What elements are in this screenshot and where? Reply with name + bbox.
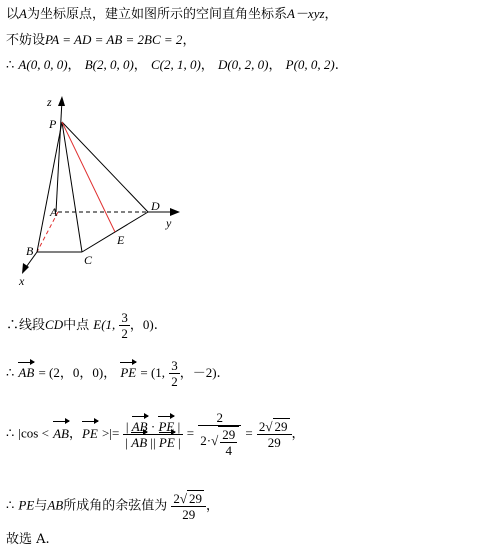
numerator: 2: [198, 410, 241, 426]
radicand: 29: [274, 419, 288, 434]
text: =: [186, 425, 195, 441]
text: |cos <: [18, 425, 49, 441]
numerator: 29: [222, 427, 236, 442]
vector-ab: AB: [53, 424, 69, 444]
equation: PA = AD = AB = 2BC = 2: [45, 32, 183, 47]
text: 不妨设: [6, 33, 46, 48]
punct: .: [216, 366, 221, 381]
label-d: D: [151, 199, 160, 213]
edge-pc: [62, 122, 82, 252]
vector-pe: PE: [158, 434, 175, 450]
punct: ，: [200, 58, 214, 73]
denominator: | AB || PE |: [125, 434, 181, 450]
z-axis: [56, 100, 62, 212]
numerator: 2√ 29: [257, 418, 292, 435]
text: 线段: [19, 318, 46, 333]
therefore-symbol: ∴: [6, 498, 15, 514]
y-arrow: [170, 208, 180, 216]
denominator: 29: [182, 507, 196, 522]
fraction-result: [257, 418, 292, 450]
label-b: B: [26, 244, 34, 258]
denominator: 2: [121, 326, 128, 341]
vector-ab: AB: [131, 418, 148, 434]
vector-ab: AB: [131, 434, 148, 450]
punct: ，: [103, 366, 117, 381]
label-x: x: [19, 274, 25, 288]
coord-p: P(0, 0, 2): [285, 57, 335, 72]
text: = (2，0，0): [38, 365, 104, 380]
coord-d: D(0, 2, 0): [217, 57, 269, 72]
text: 中点: [63, 318, 90, 333]
segment-ab: AB: [47, 497, 64, 513]
radicand: [218, 426, 239, 458]
punct: ，: [206, 498, 220, 514]
vector-ab: AB: [18, 365, 35, 380]
punct: ，: [324, 7, 338, 22]
coord-system: A－xyz: [286, 6, 325, 21]
text: 2: [173, 491, 180, 506]
denominator: 2: [171, 374, 178, 389]
punct: ，: [291, 426, 305, 442]
punct: ，: [268, 58, 282, 73]
line-answer: [6, 532, 50, 548]
point-a: A: [19, 6, 27, 21]
denominator: 2·√ $\frac{29}{4}$: [198, 426, 241, 458]
line-cosine: [6, 410, 305, 458]
coord-c: C(2, 1, 0): [150, 57, 201, 72]
line-origin: [6, 6, 338, 23]
punct: .: [153, 318, 158, 333]
vector-pe: PE: [82, 424, 98, 444]
line-coords: [6, 57, 339, 74]
fraction-result: [171, 490, 206, 522]
label-p: P: [49, 117, 57, 131]
label-y: y: [166, 216, 172, 230]
therefore-symbol: ∴: [6, 318, 20, 333]
fraction-dot-over-norms: [123, 419, 182, 450]
pyramid-diagram: [18, 92, 188, 292]
fraction-value: [198, 410, 241, 458]
label-c: C: [84, 253, 93, 267]
text: ，－2): [179, 365, 217, 380]
edge-pe: [62, 122, 115, 232]
text: = (1,: [140, 365, 166, 380]
text: >|=: [102, 425, 120, 441]
text: 2: [258, 419, 266, 434]
therefore-symbol: ∴: [6, 426, 15, 442]
segment-cd: CD: [45, 317, 64, 332]
coord-b: B(2, 0, 0): [84, 57, 134, 72]
z-arrow: [58, 96, 65, 106]
label-a: A: [50, 205, 58, 219]
text: 所成角的余弦值为: [63, 498, 168, 514]
denominator: 4: [225, 443, 232, 458]
therefore-symbol: ∴: [6, 366, 15, 381]
vector-pe: PE: [158, 418, 175, 434]
line-conclusion: [6, 490, 219, 522]
numerator: 2√ 29: [171, 490, 206, 507]
punct: ，: [67, 58, 81, 73]
edge-pd: [62, 122, 148, 212]
punct: ，: [133, 58, 147, 73]
text: 2·: [200, 432, 212, 448]
line-assume: [6, 32, 195, 49]
point-e: E(1,: [93, 317, 116, 332]
therefore-symbol: ∴: [6, 58, 15, 73]
punct: ，: [68, 426, 82, 442]
punct: .: [334, 58, 339, 73]
fraction: [169, 358, 180, 389]
answer-text: 故选 A.: [6, 532, 50, 547]
numerator: | AB · PE |: [123, 419, 182, 435]
text: ，0): [129, 317, 154, 332]
numerator: 3: [171, 358, 178, 373]
edge-pb: [37, 122, 62, 252]
fraction: [119, 310, 130, 341]
text: 与: [34, 498, 48, 514]
coord-a: A(0, 0, 0): [18, 57, 68, 72]
punct: ，: [182, 33, 196, 48]
text: =: [245, 425, 253, 441]
line-midpoint: [6, 310, 158, 341]
vector-pe: PE: [120, 365, 137, 380]
dot: ·: [150, 418, 156, 434]
label-e: E: [117, 233, 125, 247]
numerator: 3: [121, 310, 128, 325]
segment-pe: PE: [18, 497, 35, 513]
label-z: z: [47, 95, 52, 109]
text: 以: [6, 7, 20, 22]
radicand: 29: [189, 491, 203, 506]
denominator: 29: [267, 435, 281, 450]
text: 为坐标原点，建立如图所示的空间直角坐标系: [26, 7, 287, 22]
line-vectors: [6, 358, 221, 389]
